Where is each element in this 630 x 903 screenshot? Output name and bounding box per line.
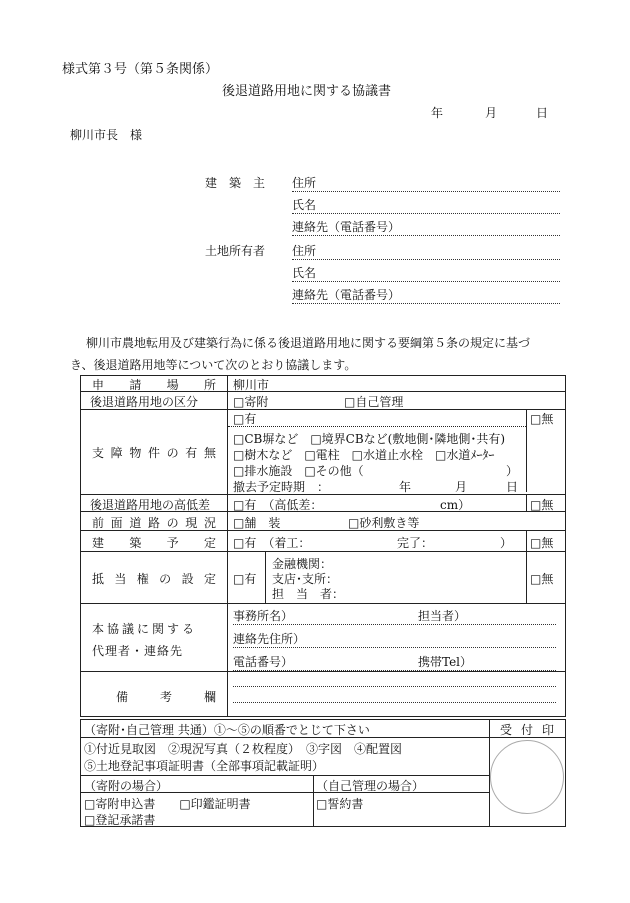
site-label: 申 請 場 所: [92, 378, 216, 392]
obstacles-line-1[interactable]: □CB塀など □境界CBなど(敷地側･隣地側･共有): [233, 432, 506, 446]
document-title: 後退道路用地に関する協議書: [222, 84, 392, 99]
mortgage-person-label: 担 当 者：: [272, 587, 345, 601]
attachments-rule: [80, 775, 489, 776]
owner-name-field[interactable]: [292, 264, 560, 282]
category-donation-checkbox[interactable]: □寄附: [233, 395, 269, 409]
mortgage-inner-divider: [265, 551, 266, 603]
height-unit: cm）: [440, 498, 471, 512]
construction-label: 建 築 予 定: [92, 536, 216, 550]
height-label: 後退道路用地の高低差: [90, 498, 211, 512]
agent-address-label: 連絡先住所）: [233, 632, 306, 646]
construction-done-label: 完了：: [397, 536, 434, 550]
mortgage-bank-label: 金融機関：: [272, 557, 333, 571]
obstacles-line-3-close: ）: [506, 464, 519, 478]
obstacles-line-3[interactable]: □排水施設 □その他（: [233, 464, 364, 478]
agent-office-field[interactable]: [233, 607, 556, 625]
row-rule: [80, 551, 566, 552]
builder-name-field[interactable]: [292, 196, 560, 214]
agent-phone-field[interactable]: [233, 653, 556, 671]
remarks-label: 備 考 欄: [116, 690, 216, 704]
none-col-divider-2: [526, 494, 527, 511]
owner-name-label: 氏名: [292, 266, 317, 280]
agent-staff-label: 担当者）: [418, 609, 467, 623]
common-line-2: ⑤土地登記事項証明書（全部事項記載証明）: [84, 759, 325, 773]
construction-yes-checkbox[interactable]: □有 （着工：: [233, 536, 311, 550]
removal-month: 月: [455, 480, 468, 494]
date-year: 年: [431, 106, 444, 120]
owner-address-field[interactable]: [292, 242, 560, 260]
owner-contact-field[interactable]: [292, 286, 560, 304]
obstacles-label: 支 障 物 件 の 有 無: [92, 446, 216, 460]
mortgage-none-checkbox[interactable]: □無: [530, 572, 554, 586]
builder-address-label: 住所: [292, 176, 317, 190]
row-rule: [228, 426, 526, 427]
row-rule: [80, 671, 566, 672]
date-day: 日: [536, 106, 549, 120]
row-rule: [80, 603, 566, 604]
mortgage-label: 抵 当 権 の 設 定: [92, 572, 216, 586]
builder-contact-field[interactable]: [292, 218, 560, 236]
height-yes-checkbox[interactable]: □有 （高低差：: [233, 498, 323, 512]
removal-day: 日: [506, 480, 519, 494]
removal-year: 年: [399, 480, 412, 494]
site-value[interactable]: 柳川市: [233, 378, 270, 392]
front-road-gravel-checkbox[interactable]: □砂利敷き等: [348, 516, 420, 530]
mortgage-branch-label: 支店･支所：: [272, 572, 339, 586]
remarks-line-2[interactable]: [233, 702, 556, 703]
builder-address-field[interactable]: [292, 174, 560, 192]
remarks-line-1[interactable]: [233, 686, 556, 687]
self-line-1[interactable]: □誓約書: [316, 797, 364, 811]
owner-label: 土地所有者: [205, 244, 266, 258]
owner-contact-label: 連絡先（電話番号）: [292, 288, 401, 302]
front-road-label: 前 面 道 路 の 現 況: [92, 516, 216, 530]
common-header: （寄附･自己管理 共通）①～⑤の順番でとじて下さい: [84, 723, 370, 737]
construction-none-checkbox[interactable]: □無: [530, 536, 554, 550]
agent-mobile-label: 携帯Tel）: [418, 655, 473, 669]
category-self-checkbox[interactable]: □自己管理: [344, 395, 404, 409]
common-line-1: ①付近見取図 ②現況写真（２枚程度） ③字図 ④配置図: [84, 742, 403, 756]
builder-label: 建 築 主: [205, 176, 266, 190]
form-number: 様式第３号（第５条関係）: [62, 62, 219, 77]
donation-line-1[interactable]: □寄附申込書 □印鑑証明書: [84, 797, 251, 811]
agent-office-label: 事務所名）: [233, 609, 294, 623]
agent-label-line-1: 本協議に関する: [92, 622, 198, 636]
category-label: 後退道路用地の区分: [90, 395, 199, 409]
none-col-divider-3: [526, 530, 527, 551]
mortgage-yes-checkbox[interactable]: □有: [233, 572, 257, 586]
owner-address-label: 住所: [292, 244, 317, 258]
agent-label-line-2: 代理者・連絡先: [92, 644, 184, 658]
builder-contact-label: 連絡先（電話番号）: [292, 220, 401, 234]
none-col-divider-4: [526, 551, 527, 603]
obstacles-yes-checkbox[interactable]: □有: [233, 412, 257, 426]
agent-address-field[interactable]: [233, 630, 556, 648]
none-col-divider-1: [526, 409, 527, 492]
stamp-label: 受 付 印: [500, 723, 554, 737]
addressee: 柳川市長 様: [70, 128, 143, 142]
construction-close: ）: [500, 536, 513, 550]
stamp-circle: [490, 740, 564, 814]
front-road-paved-checkbox[interactable]: □舗 装: [233, 516, 281, 530]
donation-header: （寄附の場合）: [84, 779, 169, 793]
donation-line-2[interactable]: □登記承諾書: [84, 813, 156, 827]
height-none-checkbox[interactable]: □無: [530, 498, 554, 512]
date-month: 月: [485, 106, 498, 120]
obstacles-none-checkbox[interactable]: □無: [530, 412, 554, 426]
self-header: （自己管理の場合）: [316, 779, 425, 793]
builder-name-label: 氏名: [292, 198, 317, 212]
intro-line-2: き、後退道路用地等について次のとおり協議します。: [70, 358, 357, 372]
intro-line-1: 柳川市農地転用及び建築行為に係る後退道路用地に関する要綱第５条の規定に基づ: [86, 336, 531, 350]
donation-self-divider: [313, 775, 314, 827]
obstacles-line-2[interactable]: □樹木など □電柱 □水道止水栓 □水道ﾒｰﾀｰ: [233, 448, 495, 462]
agent-phone-label: 電話番号）: [233, 655, 294, 669]
removal-schedule-label: 撤去予定時期 ：: [233, 480, 330, 494]
